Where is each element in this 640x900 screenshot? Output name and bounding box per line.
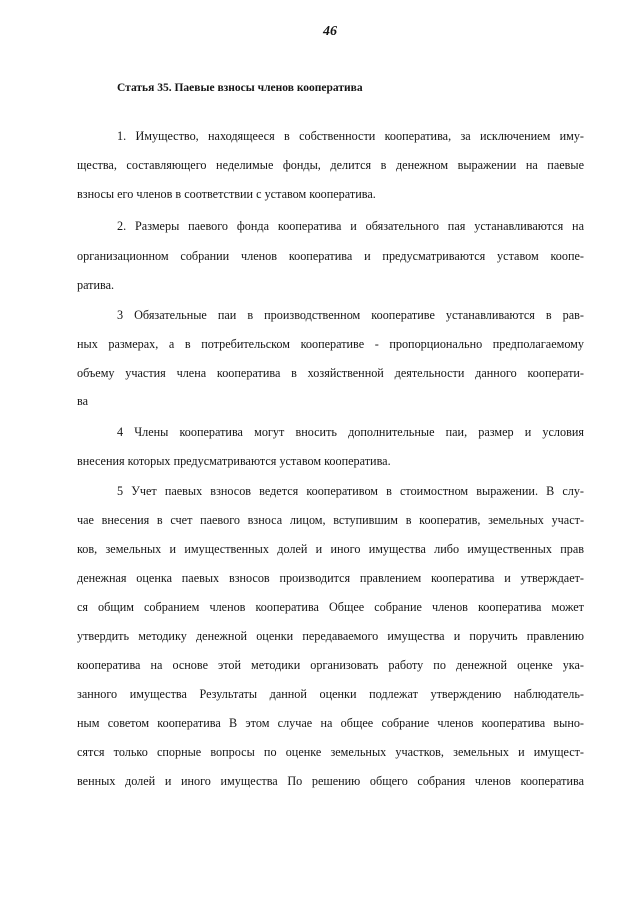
text-line: внесения которых предусматриваются уставом кооператива. <box>77 454 391 468</box>
article-title: Статья 35. Паевые взносы членов кооператива <box>117 82 363 94</box>
text-line: венных долей и иного имущества По решению общего собрания членов кооператива <box>77 774 584 788</box>
text-line: сятся только спорные вопросы по оценке земельных участков, земельных и имущест- <box>77 745 584 759</box>
text-line: взносы его членов в соответствии с уставом кооператива. <box>77 187 376 201</box>
text-line: 1. Имущество, находящееся в собственности кооператива, за исключением иму- <box>117 129 584 143</box>
text-line: ных размерах, а в потребительском кооперативе - пропорционально предполагаемому <box>77 337 584 351</box>
text-line: ков, земельных и имущественных долей и иного имущества либо имущественных прав <box>77 542 584 556</box>
text-line: организационном собрании членов кооператива и предусматриваются уставом коопе- <box>77 249 584 263</box>
text-line: ным советом кооператива В этом случае на общее собрание членов кооператива выно- <box>77 716 584 730</box>
text-line: 4 Члены кооператива могут вносить дополнительные паи, размер и условия <box>117 425 584 439</box>
text-line: щества, составляющего неделимые фонды, делится в денежном выражении на паевые <box>77 158 584 172</box>
text-line: 3 Обязательные паи в производственном кооперативе устанавливаются в рав- <box>117 308 584 322</box>
text-line: кооператива на основе этой методики организовать работу по денежной оценке ука- <box>77 658 584 672</box>
text-line: 5 Учет паевых взносов ведется кооперативом в стоимостном выражении. В слу- <box>117 484 584 498</box>
text-line: утвердить методику денежной оценки передаваемого имущества и поручить правлению <box>77 629 584 643</box>
text-line: 2. Размеры паевого фонда кооператива и обязательного пая устанавливаются на <box>117 219 584 233</box>
text-line: денежная оценка паевых взносов производится правлением кооператива и утверждает- <box>77 571 584 585</box>
text-line: ва <box>77 394 89 408</box>
page-number: 46 <box>323 24 337 39</box>
text-line: ся общим собранием членов кооператива Общее собрание членов кооператива может <box>77 600 584 614</box>
text-line: ратива. <box>77 278 115 292</box>
text-line: объему участия члена кооператива в хозяйственной деятельности данного кооперати- <box>77 366 584 380</box>
text-line: чае внесения в счет паевого взноса лицом, вступившим в кооператив, земельных участ- <box>77 513 584 527</box>
text-line: занного имущества Результаты данной оценки подлежат утверждению наблюдатель- <box>77 687 584 701</box>
